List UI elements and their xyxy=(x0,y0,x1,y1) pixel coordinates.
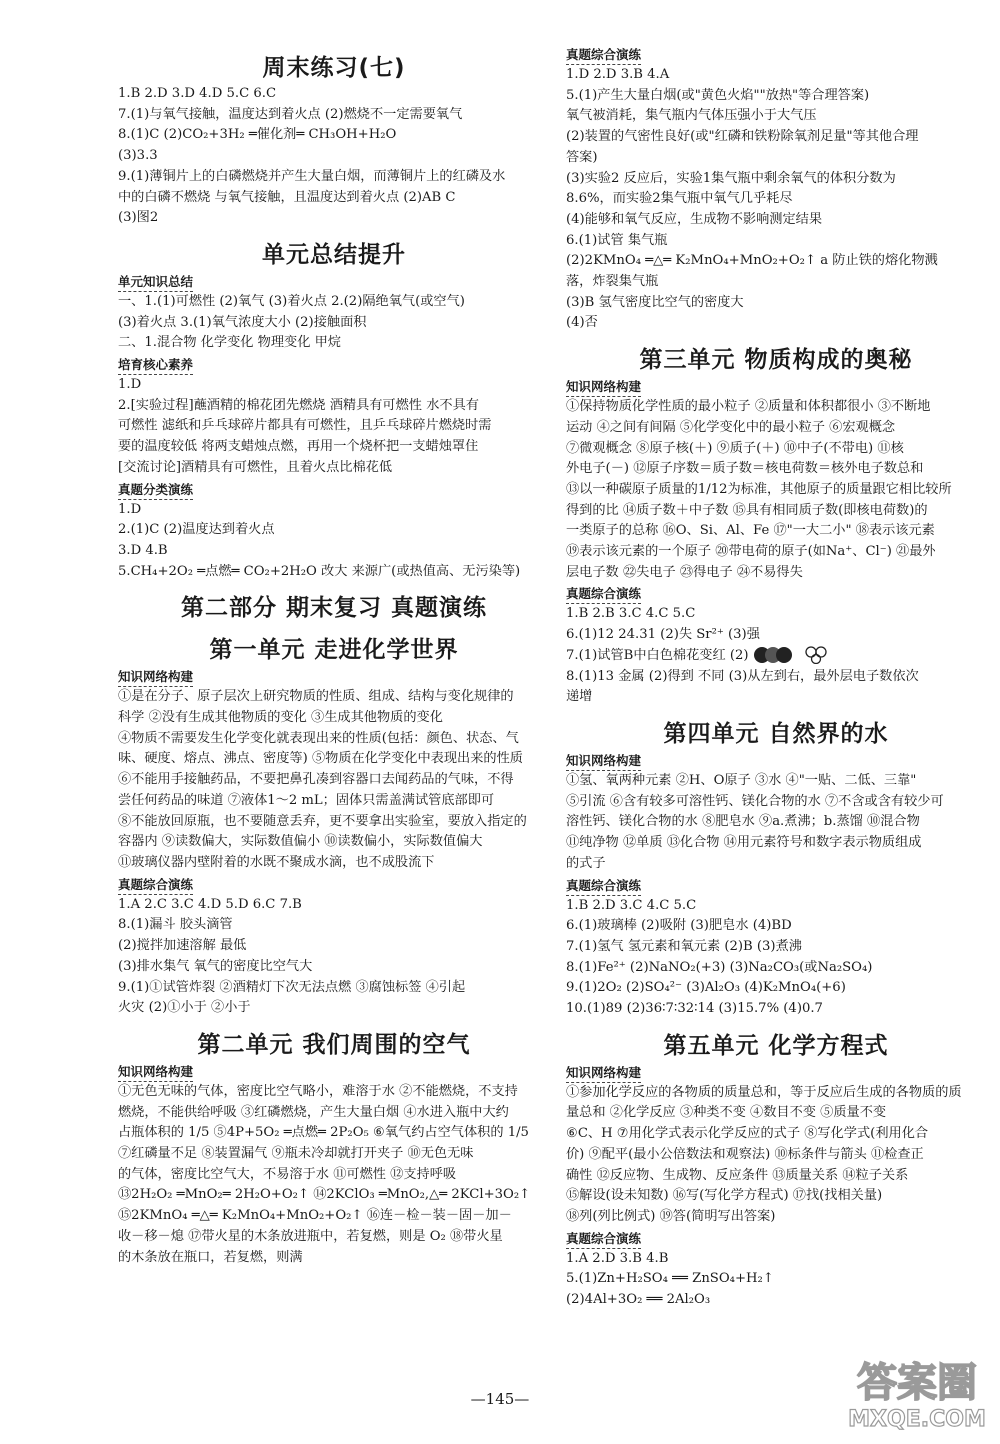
answer-line: 氧气被消耗，集气瓶内气体压强小于大气压 xyxy=(566,108,817,124)
answer-line: 运动 ④之间有间隔 ⑤化学变化中的最小粒子 ⑥宏观概念 xyxy=(566,419,896,435)
section-label: 真题综合演练 xyxy=(566,45,641,65)
heading-unit-one: 第一单元 走进化学世界 xyxy=(209,637,459,664)
weekend-answers xyxy=(118,84,550,229)
section-label: 真题综合演练 xyxy=(566,1229,641,1249)
answer-line: 1.A 2.D 3.B 4.B xyxy=(566,1250,669,1266)
answer-line: 中的白磷不燃烧 与氧气接触，且温度达到着火点 (2)AB C xyxy=(118,189,456,205)
page-number: —145— xyxy=(470,1390,530,1408)
answer-line: 8.(1)13 金属 (2)得到 不同 (3)从左到右，最外层电子数依次 xyxy=(566,668,919,684)
answer-line: ⑥C、H ⑦用化学式表示化学反应的式子 ⑧写化学式(利用化合 xyxy=(566,1126,929,1142)
answer-line: 可燃性 滤纸和乒乓球碎片都具有可燃性，且乒乓球碎片燃烧时需 xyxy=(118,418,492,434)
answer-line: 外电子(－) ⑫原子序数＝质子数＝核电荷数＝核外电子数总和 xyxy=(566,461,924,477)
heading-unit-four: 第四单元 自然界的水 xyxy=(663,720,889,747)
answer-line: 燃烧，不能供给呼吸 ③红磷燃烧，产生大量白烟 ④水进入瓶中大约 xyxy=(118,1104,509,1120)
answer-line: ⑦微观概念 ⑧原子核(＋) ⑨质子(＋) ⑩中子(不带电) ⑪核 xyxy=(566,440,904,456)
heading-unit-three: 第三单元 物质构成的奥秘 xyxy=(639,347,913,374)
answer-line: ④物质不需要发生化学变化就表现出来的性质(包括：颜色、状态、气 xyxy=(118,730,519,746)
answer-line: ⑪玻璃仪器内壁附着的水既不聚成水滴，也不成股流下 xyxy=(118,854,435,870)
answer-line: (4)否 xyxy=(566,315,598,331)
answer-line: 二、1.混合物 化学变化 物理变化 甲烷 xyxy=(118,335,341,351)
answer-line: 1.B 2.B 3.C 4.C 5.C xyxy=(566,606,696,622)
answer-line: ⑦红磷量不足 ⑧装置漏气 ⑨瓶未冷却就打开夹子 ⑩无色无味 xyxy=(118,1146,474,1162)
answer-line: ①参加化学反应的各物质的质量总和，等于反应后生成的各物质的质 xyxy=(566,1084,962,1100)
answer-line: 的气体，密度比空气大，不易溶于水 ⑪可燃性 ⑫支持呼吸 xyxy=(118,1166,457,1182)
answer-line: 7.(1)氢气 氢元素和氧元素 (2)B (3)煮沸 xyxy=(566,938,802,954)
answer-line: 9.(1)薄铜片上的白磷燃烧并产生大量白烟，而薄铜片上的红磷及水 xyxy=(118,168,506,184)
answer-line: 2.[实验过程]蘸酒精的棉花团先燃烧 酒精具有可燃性 水不具有 xyxy=(118,397,479,413)
answer-line: 一类原子的总称 ⑯O、Si、Al、Fe ⑰"一大二小" ⑱表示该元素 xyxy=(566,523,935,539)
answer-line: [交流讨论]酒精具有可燃性，且着火点比棉花低 xyxy=(118,459,393,475)
answer-line: 1.B 2.D 3.C 4.C 5.C xyxy=(566,897,697,913)
answer-line: 量总和 ②化学反应 ③种类不变 ④数目不变 ⑤质量不变 xyxy=(566,1105,887,1121)
answer-line: 6.(1)12 24.31 (2)失 Sr²⁺ (3)强 xyxy=(566,627,760,643)
section-label: 单元知识总结 xyxy=(118,272,193,292)
section-label: 知识网络构建 xyxy=(118,667,193,687)
answer-line: 一、1.(1)可燃性 (2)氧气 (3)着火点 2.(2)隔绝氧气(或空气) xyxy=(118,293,465,309)
answer-line: 收－移－熄 ⑰带火星的木条放进瓶中，若复燃，则是 O₂ ⑱带火星 xyxy=(118,1228,503,1244)
watermark-graphic xyxy=(842,1346,992,1436)
section-label: 真题分类演练 xyxy=(118,480,193,500)
answer-line: 9.(1)2O₂ (2)SO₄²⁻ (3)Al₂O₃ (4)K₂MnO₄(+6) xyxy=(566,980,846,996)
answer-line: 8.(1)漏斗 胶头滴管 xyxy=(118,917,233,933)
answer-line: 6.(1)玻璃棒 (2)吸附 (3)肥皂水 (4)BD xyxy=(566,918,792,934)
answer-line: ⑮2KMnO₄ ═△═ K₂MnO₄+MnO₂+O₂↑ ⑯连－检－装－固－加－ xyxy=(118,1208,512,1224)
answer-line: ①是在分子、原子层次上研究物质的性质、组成、结构与变化规律的 xyxy=(118,689,514,705)
answer-line: 9.(1)①试管炸裂 ②酒精灯下次无法点燃 ③腐蚀标签 ④引起 xyxy=(118,979,466,995)
answer-line: ①无色无味的气体，密度比空气略小，难溶于水 ②不能燃烧，不支持 xyxy=(118,1083,518,1099)
answer-line: 2.(1)C (2)温度达到着火点 xyxy=(118,522,275,538)
answer-line: 5.(1)产生大量白烟(或"黄色火焰""放热"等合理答案) xyxy=(566,87,870,103)
answer-line xyxy=(566,646,986,667)
section-label: 培育核心素养 xyxy=(118,355,193,375)
answer-line: ⑤引流 ⑥含有较多可溶性钙、镁化合物的水 ⑦不含或含有较少可 xyxy=(566,793,944,809)
answer-line: 1.D xyxy=(118,501,142,517)
section-label: 知识网络构建 xyxy=(566,1063,641,1083)
answer-line: ⑬2H₂O₂ ═MnO₂═ 2H₂O+O₂↑ ⑭2KClO₃ ═MnO₂,△═ 2KCl+3O₂↑ xyxy=(118,1187,531,1203)
answer-line: 1.B 2.D 3.D 4.D 5.C 6.C xyxy=(118,86,277,101)
answer-line: 8.(1)Fe²⁺ (2)NaNO₂(+3) (3)Na₂CO₃(或Na₂SO₄) xyxy=(566,959,873,975)
answer-line: 1.A 2.C 3.C 4.D 5.D 6.C 7.B xyxy=(118,896,302,912)
answer-line: (3)实验2 反应后，实验1集气瓶中剩余氧气的体积分数为 xyxy=(566,170,896,186)
answer-line: (2)2KMnO₄ ═△═ K₂MnO₄+MnO₂+O₂↑ a 防止铁的熔化物溅 xyxy=(566,253,938,269)
answer-line: 1.D 2.D 3.B 4.A xyxy=(566,67,670,82)
answer-line: 3.D 4.B xyxy=(118,542,168,558)
answer-line: 容器内 ⑨读数偏大，实际数值偏小 ⑩读数偏小，实际数值偏大 xyxy=(118,834,483,850)
answer-line: 落，炸裂集气瓶 xyxy=(566,274,659,290)
section-label: 知识网络构建 xyxy=(566,751,641,771)
answer-line: 6.(1)试管 集气瓶 xyxy=(566,232,668,248)
section-label: 知识网络构建 xyxy=(566,377,641,397)
answer-line: (3)图2 xyxy=(118,210,159,226)
answer-line: 要的温度较低 将两支蜡烛点燃，再用一个烧杯把一支蜡烛罩住 xyxy=(118,439,479,455)
answer-line: 占瓶体积的 1/5 ⑤4P+5O₂ ═点燃═ 2P₂O₅ ⑥氧气约占空气体积的 1/5 xyxy=(118,1125,529,1141)
answer-line: ⑪纯净物 ⑫单质 ⑬化合物 ⑭用元素符号和数字表示物质组成 xyxy=(566,835,922,851)
answer-line: 递增 xyxy=(566,689,593,705)
heading-weekend-practice: 周末练习(七) xyxy=(262,55,406,81)
answer-line: 1.D xyxy=(118,377,142,393)
answer-line: (4)能够和氧气反应，生成物不影响测定结果 xyxy=(566,211,823,227)
answer-line: ⑬以一种碳原子质量的1/12为标准，其他原子的质量跟它相比较所 xyxy=(566,481,952,497)
answer-line: ⑮解设(设未知数) ⑯写(写化学方程式) ⑰找(找相关量) xyxy=(566,1188,883,1204)
answer-line: ⑲表示该元素的一个原子 ⑳带电荷的原子(如Na⁺、Cl⁻) ㉑最外 xyxy=(566,544,936,560)
section-label: 真题综合演练 xyxy=(118,875,193,895)
answer-line: 确性 ⑫反应物、生成物、反应条件 ⑬质量关系 ⑭粒子关系 xyxy=(566,1167,909,1183)
answer-line: 5.(1)Zn+H₂SO₄ ══ ZnSO₄+H₂↑ xyxy=(566,1271,774,1287)
answer-line: (2)搅拌加速溶解 最低 xyxy=(118,938,247,954)
answer-line: (3)B 氢气密度比空气的密度大 xyxy=(566,294,744,310)
section-label: 真题综合演练 xyxy=(566,876,641,896)
answer-line: 8.(1)C (2)CO₂+3H₂ ═催化剂═ CH₃OH+H₂O xyxy=(118,127,397,143)
answer-text: 7.(1)试管B中白色棉花变红 (2) xyxy=(566,647,749,663)
answer-line: 答案) xyxy=(566,149,598,165)
heading-unit-two: 第二单元 我们周围的空气 xyxy=(197,1031,471,1058)
right-column xyxy=(566,44,986,1311)
answer-line: 得到的比 ⑭质子数＋中子数 ⑮具有相同质子数(即核电荷数)的 xyxy=(566,502,928,518)
answer-line: 5.CH₄+2O₂ ═点燃═ CO₂+2H₂O 改大 来源广(或热值高、无污染等) xyxy=(118,563,521,579)
answer-line: 层电子数 ㉒失电子 ㉓得电子 ㉔不易得失 xyxy=(566,564,803,580)
watermark-sub-text: MXQE.COM xyxy=(848,1407,986,1432)
molecule-model-icon xyxy=(753,646,831,664)
answer-line: (2)装置的气密性良好(或"红磷和铁粉除氧剂足量"等其他合理 xyxy=(566,129,919,145)
answer-line: (3)排水集气 氧气的密度比空气大 xyxy=(118,958,313,974)
watermark-main-text: 答案圈 xyxy=(857,1360,977,1406)
answer-line: (3)3.3 xyxy=(118,148,158,164)
answer-line: 味、硬度、熔点、沸点、密度等) ⑤物质在化学变化中表现出来的性质 xyxy=(118,751,523,767)
answer-line: 8.6%，而实验2集气瓶中氧气几乎耗尽 xyxy=(566,191,793,207)
heading-unit-five: 第五单元 化学方程式 xyxy=(663,1032,889,1059)
answer-line: 的式子 xyxy=(566,855,606,871)
answer-line: ①保持物质化学性质的最小粒子 ②质量和体积都很小 ③不断地 xyxy=(566,399,931,415)
heading-unit-summary: 单元总结提升 xyxy=(262,241,406,268)
heading-part-two: 第二部分 期末复习 真题演练 xyxy=(180,595,487,622)
answer-line: ⑥不能用手接触药品，不要把鼻孔凑到容器口去闻药品的气味，不得 xyxy=(118,772,514,788)
answer-line: 价) ⑨配平(最小公倍数法和观察法) ⑩标条件与箭头 ⑪检查正 xyxy=(566,1146,924,1162)
answer-line: 溶性钙、镁化合物的水 ⑧肥皂水 ⑨a.煮沸；b.蒸馏 ⑩混合物 xyxy=(566,814,920,830)
answer-line: 7.(1)与氧气接触，温度达到着火点 (2)燃烧不一定需要氧气 xyxy=(118,106,463,122)
answer-line: 尝任何药品的味道 ⑦液体1～2 mL；固体只需盖满试管底部即可 xyxy=(118,792,495,808)
answer-line: ⑧不能放回原瓶，也不要随意丢弃，更不要拿出实验室，要放入指定的 xyxy=(118,813,527,829)
answer-line: 10.(1)89 (2)36∶7∶32∶14 (3)15.7% (4)0.7 xyxy=(566,1001,823,1017)
section-label: 知识网络构建 xyxy=(118,1062,193,1082)
section-label: 真题综合演练 xyxy=(566,584,641,604)
answer-line: 火灾 (2)①小于 ②小于 xyxy=(118,1000,251,1016)
left-column xyxy=(118,52,550,1268)
answer-line: (2)4Al+3O₂ ══ 2Al₂O₃ xyxy=(566,1292,711,1308)
watermark-logo xyxy=(842,1346,992,1436)
answer-line: ⑱列(列比例式) ⑲答(简明写出答案) xyxy=(566,1208,776,1224)
answer-line: 的木条放在瓶口，若复燃，则满 xyxy=(118,1249,303,1265)
answer-line: ①氢、氧两种元素 ②H、O原子 ③水 ④"一贴、二低、三靠" xyxy=(566,772,917,788)
answer-line: 科学 ②没有生成其他物质的变化 ③生成其他物质的变化 xyxy=(118,710,443,726)
answer-line: (3)着火点 3.(1)氧气浓度大小 (2)接触面积 xyxy=(118,314,367,330)
